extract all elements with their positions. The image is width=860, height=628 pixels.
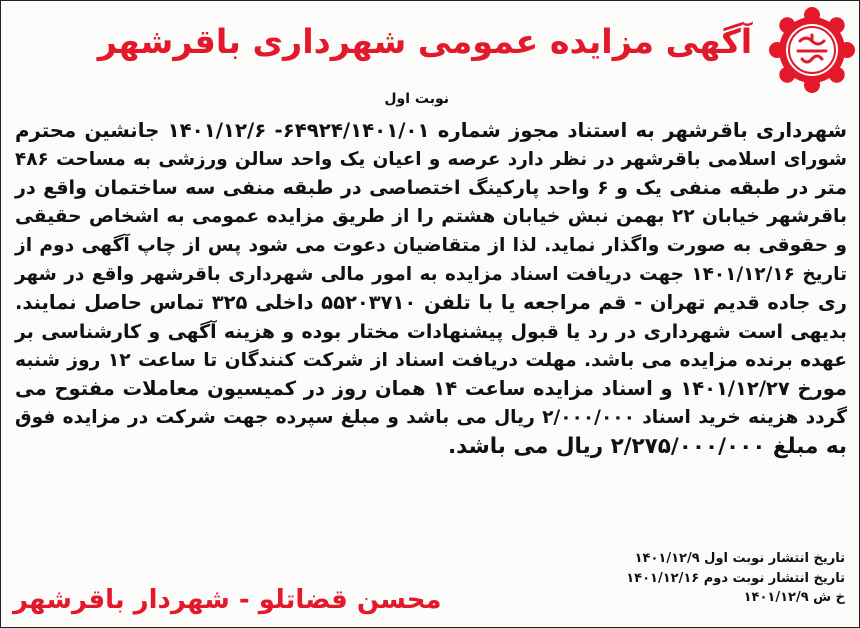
publication-dates [626, 549, 845, 608]
body-line: تاریخ ۱۴۰۱/۱۲/۱۶ جهت دریافت اسناد مزایده به امور مالی شهرداری باقرشهر واقع در شهر [15, 263, 847, 285]
body-line: بدیهی است شهرداری در رد یا قبول پیشنهادات مختار بوده و هزینه آگهی و کارشناسی بر [15, 320, 847, 343]
body-line: مورخ ۱۴۰۱/۱۲/۲۷ و اسناد مزایده ساعت ۱۴ همان روز در کمیسیون معاملات مفتوح می [15, 377, 847, 401]
body-line: متر در طبقه منفی یک و ۶ واحد پارکینگ اختصاصی در طبقه منفی سه ساختمان واقع در [15, 177, 847, 200]
body-line: عهده برنده مزایده می باشد. مهلت دریافت اسناد از شرکت کنندگان تا ساعت ۱۲ روز شنبه [15, 349, 847, 371]
publication-code: خ ش ۱۴۰۱/۱۲/۹ [743, 590, 845, 605]
body-line: شورای اسلامی باقرشهر در نظر دارد عرصه و اعیان یک واحد سالن ورزشی به مساحت ۴۸۶ [15, 148, 847, 170]
body-line: گردد هزینه خرید اسناد ۲/۰۰۰/۰۰۰ ریال می باشد و مبلغ سپرده جهت شرکت در مزایده فوق [15, 407, 848, 429]
municipality-emblem-icon [769, 7, 855, 93]
signature: محسن قضاتلو - شهردار باقرشهر [13, 585, 442, 615]
page-title: آگهی مزایده عمومی شهرداری باقرشهر [97, 22, 753, 61]
body-line: ری جاده قدیم تهران - قم مراجعه یا با تلفن ۵۵۲۰۳۷۱۰ داخلی ۳۲۵ تماس حاصل نمایند. [15, 291, 847, 315]
body-line: باقرشهر خیابان ۲۲ بهمن نبش خیابان هشتم را از طریق مزایده عمومی به اشخاص حقیقی [15, 206, 848, 228]
round-label: نوبت اول [384, 91, 449, 107]
body-line: شهرداری باقرشهر به استناد مجوز شماره ۶۴۹۲۴/۱۴۰۱/۰۱- ۱۴۰۱/۱۲/۶ جانشین محترم [15, 119, 847, 142]
body-line: به مبلغ ۲/۲۷۵/۰۰۰/۰۰۰ ریال می باشد. [447, 433, 847, 459]
body-line: و حقوقی به صورت واگذار نماید. لذا از متقاضیان دعوت می شود پس از چاپ آگهی دوم از [15, 234, 847, 256]
first-publication-date: تاریخ انتشار نوبت اول ۱۴۰۱/۱۲/۹ [634, 551, 845, 566]
announcement-body [15, 117, 847, 461]
second-publication-date: تاریخ انتشار نوبت دوم ۱۴۰۱/۱۲/۱۶ [626, 570, 845, 586]
